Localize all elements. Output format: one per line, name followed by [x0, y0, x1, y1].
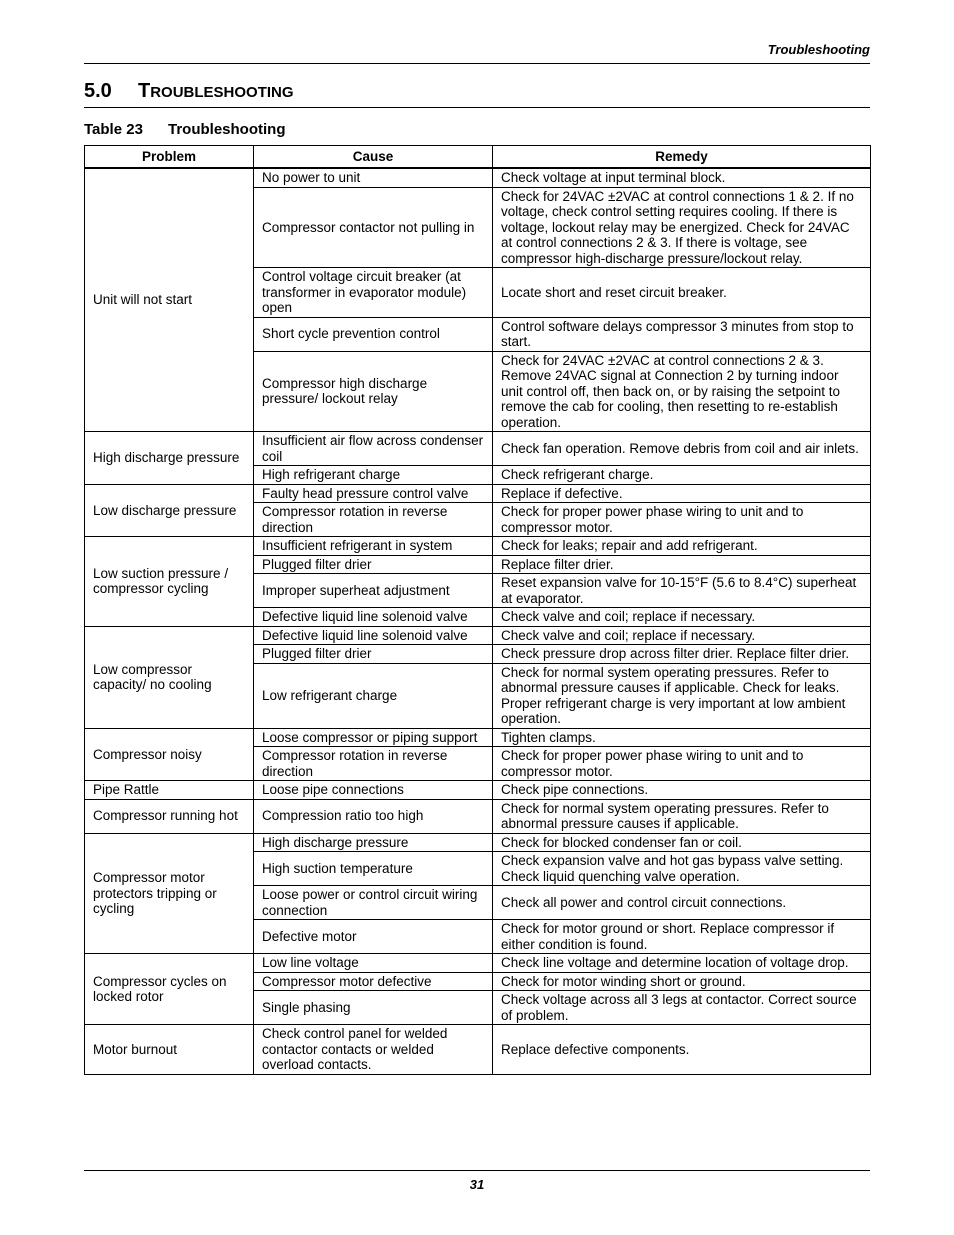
- cause-cell: Loose pipe connections: [254, 781, 493, 800]
- remedy-cell: Check for motor ground or short. Replace compressor if either condition is found.: [493, 920, 871, 954]
- column-header-remedy: Remedy: [493, 146, 871, 169]
- problem-cell: Compressor running hot: [85, 799, 254, 833]
- problem-cell: Low compressor capacity/ no cooling: [85, 626, 254, 728]
- cause-cell: Compressor motor defective: [254, 972, 493, 991]
- remedy-cell: Check for 24VAC ±2VAC at control connections 2 & 3. Remove 24VAC signal at Connection 2 by turning indoor unit control off, then back on, or by raising the setpoint to remove the cab for cooling, then resetting to re-establish operation.: [493, 351, 871, 432]
- cause-cell: Low line voltage: [254, 954, 493, 973]
- remedy-cell: Replace filter drier.: [493, 555, 871, 574]
- cause-cell: Check control panel for welded contactor contacts or welded overload contacts.: [254, 1025, 493, 1075]
- cause-cell: Defective liquid line solenoid valve: [254, 608, 493, 627]
- remedy-cell: Check refrigerant charge.: [493, 466, 871, 485]
- problem-cell: High discharge pressure: [85, 432, 254, 485]
- table-row: [85, 432, 871, 466]
- problem-cell: Unit will not start: [85, 168, 254, 432]
- table-caption-label: Table 23: [84, 121, 143, 138]
- section-title: [84, 78, 870, 108]
- section-title-rest: ROUBLESHOOTING: [150, 84, 294, 101]
- cause-cell: Plugged filter drier: [254, 645, 493, 664]
- remedy-cell: Check for motor winding short or ground.: [493, 972, 871, 991]
- cause-cell: Loose power or control circuit wiring connection: [254, 886, 493, 920]
- cause-cell: Short cycle prevention control: [254, 317, 493, 351]
- remedy-cell: Check expansion valve and hot gas bypass valve setting. Check liquid quenching valve operation.: [493, 852, 871, 886]
- cause-cell: Control voltage circuit breaker (at transformer in evaporator module) open: [254, 268, 493, 318]
- table-row: [85, 168, 871, 187]
- table-row: [85, 954, 871, 973]
- remedy-cell: Control software delays compressor 3 minutes from stop to start.: [493, 317, 871, 351]
- cause-cell: Faulty head pressure control valve: [254, 484, 493, 503]
- cause-cell: Plugged filter drier: [254, 555, 493, 574]
- problem-cell: Compressor motor protectors tripping or cycling: [85, 833, 254, 954]
- cause-cell: Compressor high discharge pressure/ lockout relay: [254, 351, 493, 432]
- remedy-cell: Check all power and control circuit connections.: [493, 886, 871, 920]
- cause-cell: Compressor contactor not pulling in: [254, 187, 493, 268]
- remedy-cell: Check voltage at input terminal block.: [493, 168, 871, 187]
- remedy-cell: Check for 24VAC ±2VAC at control connections 1 & 2. If no voltage, check control setting requires cooling. If there is voltage, lockout relay may be energized. Check for 24VAC at control connections 2 & 3. If there is voltage, see compressor high-discharge pressure/lockout relay.: [493, 187, 871, 268]
- problem-cell: Low suction pressure / compressor cycling: [85, 537, 254, 627]
- problem-cell: Motor burnout: [85, 1025, 254, 1075]
- cause-cell: No power to unit: [254, 168, 493, 187]
- remedy-cell: Check for leaks; repair and add refrigerant.: [493, 537, 871, 556]
- cause-cell: Loose compressor or piping support: [254, 728, 493, 747]
- remedy-cell: Reset expansion valve for 10-15°F (5.6 to 8.4°C) superheat at evaporator.: [493, 574, 871, 608]
- problem-cell: Pipe Rattle: [85, 781, 254, 800]
- cause-cell: Single phasing: [254, 991, 493, 1025]
- remedy-cell: Check for normal system operating pressures. Refer to abnormal pressure causes if applicable. Check for leaks. Proper refrigerant charge is very important at low ambient operation.: [493, 663, 871, 728]
- table-row: [85, 833, 871, 852]
- remedy-cell: Locate short and reset circuit breaker.: [493, 268, 871, 318]
- remedy-cell: Check for proper power phase wiring to unit and to compressor motor.: [493, 503, 871, 537]
- troubleshooting-table: [84, 145, 871, 1075]
- table-row: [85, 728, 871, 747]
- remedy-cell: Check valve and coil; replace if necessary.: [493, 626, 871, 645]
- cause-cell: Compressor rotation in reverse direction: [254, 503, 493, 537]
- table-row: [85, 484, 871, 503]
- page-number: 31: [469, 1177, 485, 1192]
- cause-cell: Compression ratio too high: [254, 799, 493, 833]
- remedy-cell: Check for proper power phase wiring to unit and to compressor motor.: [493, 747, 871, 781]
- table-body: [85, 168, 871, 1074]
- cause-cell: Insufficient air flow across condenser coil: [254, 432, 493, 466]
- cause-cell: Compressor rotation in reverse direction: [254, 747, 493, 781]
- cause-cell: Defective motor: [254, 920, 493, 954]
- table-row: [85, 781, 871, 800]
- table-header-row: [85, 146, 871, 169]
- remedy-cell: Check line voltage and determine location of voltage drop.: [493, 954, 871, 973]
- remedy-cell: Replace defective components.: [493, 1025, 871, 1075]
- cause-cell: Improper superheat adjustment: [254, 574, 493, 608]
- running-header: Troubleshooting: [84, 42, 870, 64]
- table-caption: [84, 121, 286, 138]
- cause-cell: High refrigerant charge: [254, 466, 493, 485]
- cause-cell: Low refrigerant charge: [254, 663, 493, 728]
- remedy-cell: Check fan operation. Remove debris from coil and air inlets.: [493, 432, 871, 466]
- remedy-cell: Check pressure drop across filter drier. Replace filter drier.: [493, 645, 871, 664]
- section-number: 5.0: [84, 80, 112, 102]
- remedy-cell: Check voltage across all 3 legs at contactor. Correct source of problem.: [493, 991, 871, 1025]
- remedy-cell: Check valve and coil; replace if necessary.: [493, 608, 871, 627]
- column-header-cause: Cause: [254, 146, 493, 169]
- cause-cell: Insufficient refrigerant in system: [254, 537, 493, 556]
- table-caption-title: Troubleshooting: [168, 121, 286, 138]
- cause-cell: High suction temperature: [254, 852, 493, 886]
- table-row: [85, 626, 871, 645]
- remedy-cell: Check for blocked condenser fan or coil.: [493, 833, 871, 852]
- remedy-cell: Replace if defective.: [493, 484, 871, 503]
- section-title-initial: T: [138, 80, 151, 102]
- column-header-problem: Problem: [85, 146, 254, 169]
- problem-cell: Compressor noisy: [85, 728, 254, 781]
- problem-cell: Compressor cycles on locked rotor: [85, 954, 254, 1025]
- problem-cell: Low discharge pressure: [85, 484, 254, 537]
- table-row: [85, 799, 871, 833]
- cause-cell: High discharge pressure: [254, 833, 493, 852]
- cause-cell: Defective liquid line solenoid valve: [254, 626, 493, 645]
- table-row: [85, 537, 871, 556]
- remedy-cell: Check for normal system operating pressures. Refer to abnormal pressure causes if applicable.: [493, 799, 871, 833]
- table-row: [85, 1025, 871, 1075]
- remedy-cell: Check pipe connections.: [493, 781, 871, 800]
- remedy-cell: Tighten clamps.: [493, 728, 871, 747]
- footer-rule: [84, 1170, 870, 1171]
